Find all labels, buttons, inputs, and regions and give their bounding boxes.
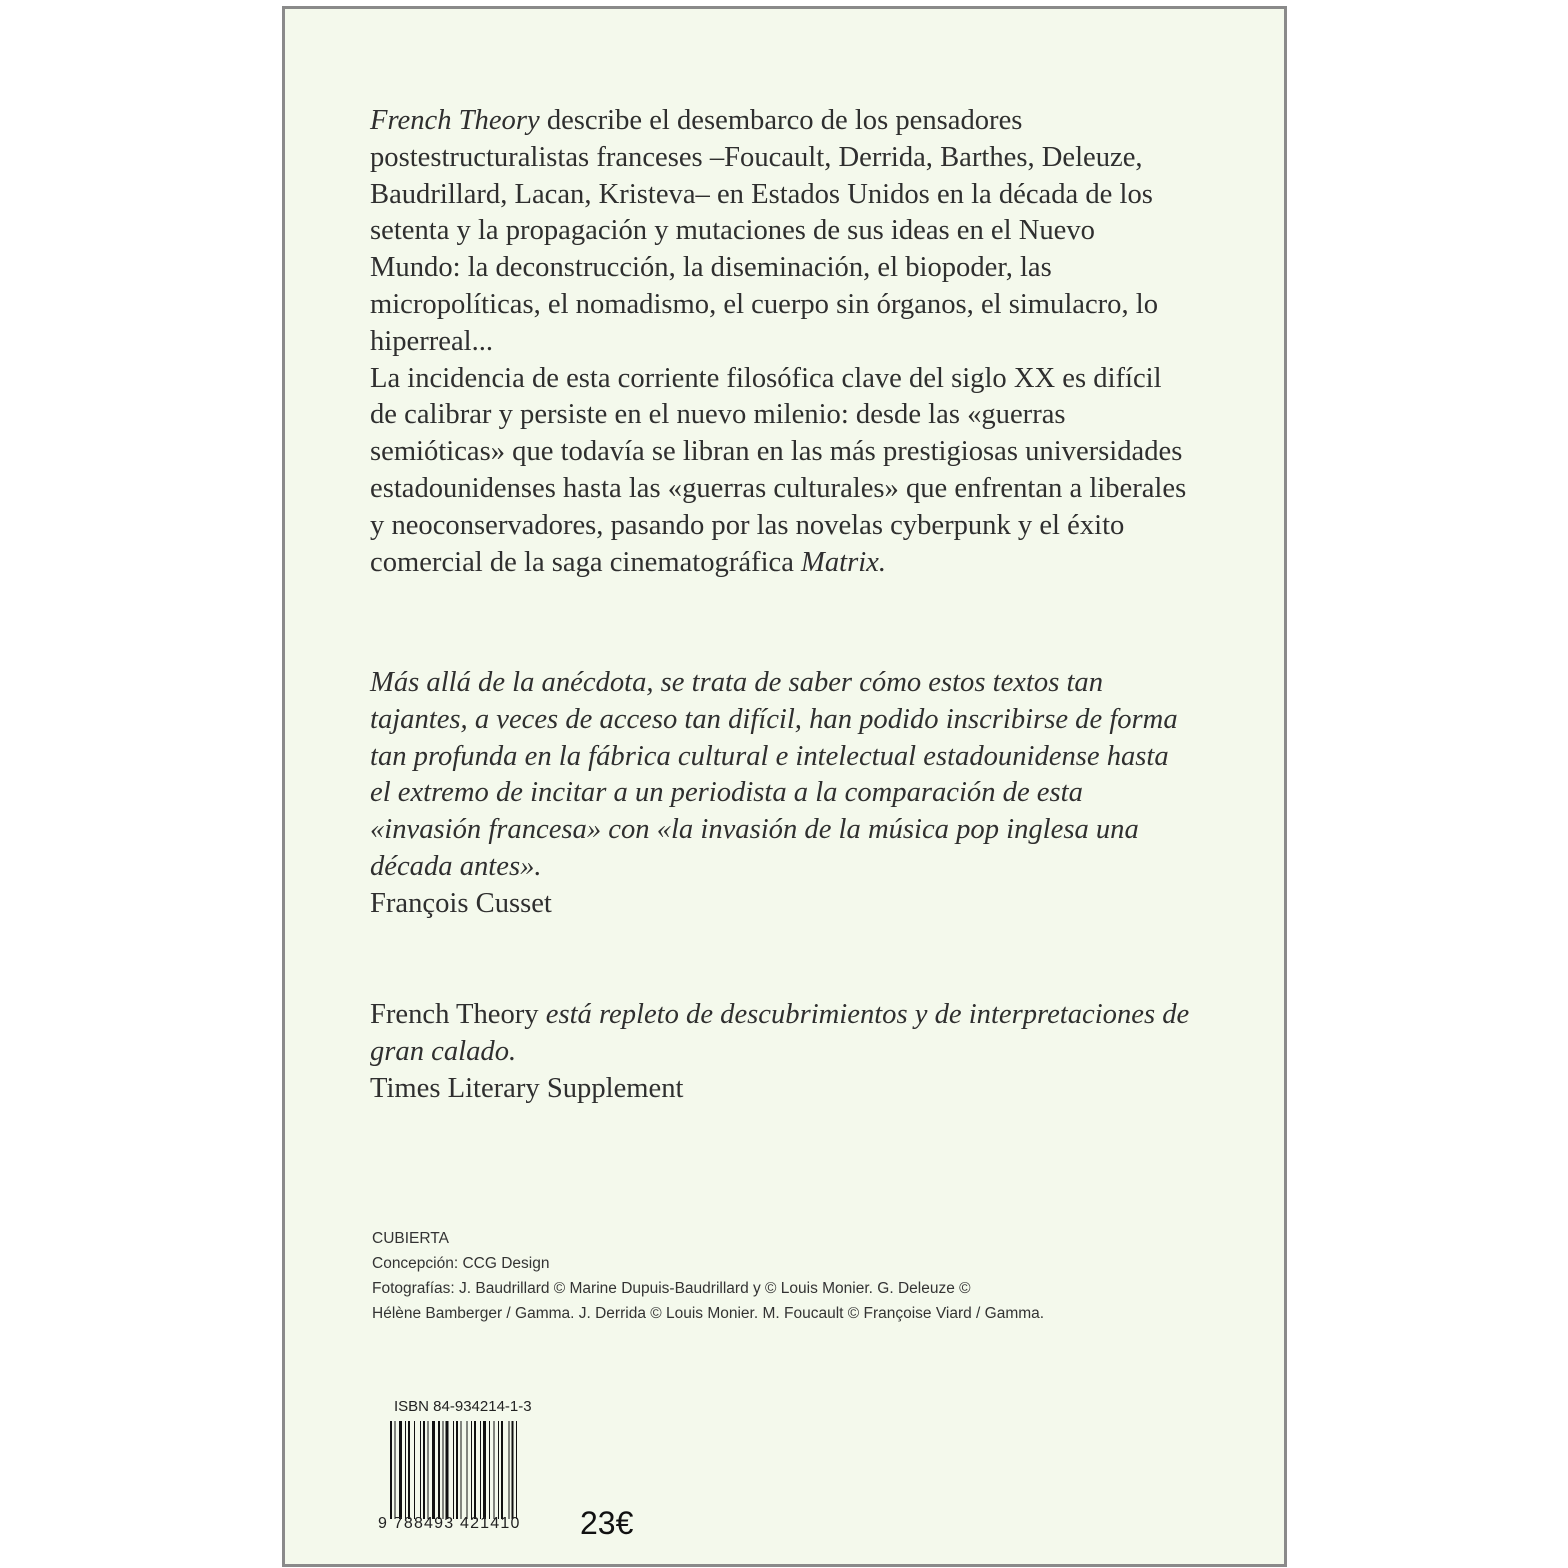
barcode-bar — [399, 1421, 402, 1519]
credits-photos-2: Hélène Bamberger / Gamma. J. Derrida © Louis Monier. M. Foucault © Françoise Viard / Gamma. — [372, 1305, 1045, 1322]
barcode-bar — [405, 1421, 406, 1519]
barcode-bar — [461, 1421, 462, 1519]
press-review — [370, 997, 1190, 1107]
barcode-bar — [516, 1421, 517, 1519]
quote-text: Más allá de la anécdota, se trata de saber cómo estos textos tan tajantes, a veces de acceso tan difícil, han podido inscribirse de forma tan profunda en la fábrica cultural e intelectual estadounidense hasta el extremo de incitar a un periodista a la comparación de esta «invasión francesa» con «la invasión de la música pop inglesa una década antes». — [370, 667, 1178, 882]
blurb — [370, 103, 1190, 581]
review-source: Times Literary Supplement — [370, 1072, 684, 1104]
blurb-p2-text: La incidencia de esta corriente filosófica clave del siglo XX es difícil de calibrar y persiste en el nuevo milenio: desde las «guerras semióticas» que todavía se libran en las más prestigiosas universidades estadounidenses hasta las «guerras culturales» que enfrentan a liberales y neoconservadores, pasando por las novelas cyberpunk y el éxito comercial de la saga cinematográfica — [370, 362, 1187, 578]
barcode-bar — [446, 1421, 449, 1519]
barcode-bar — [420, 1421, 421, 1519]
barcode-bar — [471, 1421, 472, 1519]
barcode-bar — [489, 1421, 490, 1519]
barcode-bar — [456, 1421, 458, 1519]
quote-author: François Cusset — [370, 887, 552, 919]
barcode-bar — [453, 1421, 454, 1519]
barcode-bar — [443, 1421, 444, 1519]
barcode-bar — [494, 1421, 495, 1519]
review-body — [370, 997, 1190, 1071]
barcode-bar — [483, 1421, 486, 1519]
review-text: está repleto de descubrimientos y de interpretaciones de gran calado. — [370, 999, 1190, 1067]
barcode-bar — [414, 1421, 415, 1519]
barcode-bar — [390, 1421, 392, 1519]
barcode-bar — [395, 1421, 396, 1519]
credits-photos-1: Fotografías: J. Baudrillard © Marine Dupuis-Baudrillard y © Louis Monier. G. Deleuze © — [372, 1280, 971, 1297]
cover-credits — [372, 1226, 1172, 1326]
barcode-bar — [408, 1421, 410, 1519]
barcode-bar — [509, 1421, 510, 1519]
isbn-label: ISBN 84-934214-1-3 — [394, 1398, 532, 1415]
barcode — [390, 1421, 558, 1519]
barcode-bar — [428, 1421, 429, 1519]
credits-heading: CUBIERTA — [372, 1230, 449, 1247]
blurb-paragraph-1 — [370, 103, 1190, 361]
back-cover — [282, 6, 1287, 1567]
price: 23€ — [580, 1505, 634, 1541]
barcode-bar — [438, 1421, 440, 1519]
author-quote — [370, 665, 1190, 923]
barcode-bar — [423, 1421, 425, 1519]
barcode-bar — [501, 1421, 503, 1519]
barcode-bar — [432, 1421, 435, 1519]
blurb-p1-text: describe el desembarco de los pensadores postestructuralistas franceses –Foucault, Derrida, Barthes, Deleuze, Baudrillard, Lacan, Kristeva– en Estados Unidos en la década de los setenta y la propagación y mutaciones de sus ideas en el Nuevo Mundo: la deconstrucción, la diseminación, el biopoder, las micropolíticas, el nomadismo, el cuerpo sin órganos, el simulacro, lo hiperreal... — [370, 105, 1159, 357]
barcode-bar — [467, 1421, 468, 1519]
blurb-title: French Theory — [370, 105, 540, 136]
blurb-p2-matrix: Matrix. — [801, 546, 887, 578]
ean-digits: 9 788493 421410 — [378, 1515, 521, 1532]
barcode-bar — [498, 1421, 499, 1519]
review-title: French Theory — [370, 999, 539, 1030]
barcode-bar — [474, 1421, 476, 1519]
barcode-bar — [512, 1421, 514, 1519]
barcode-bar — [480, 1421, 481, 1519]
blurb-paragraph-2 — [370, 361, 1190, 582]
credits-concept: Concepción: CCG Design — [372, 1255, 550, 1272]
